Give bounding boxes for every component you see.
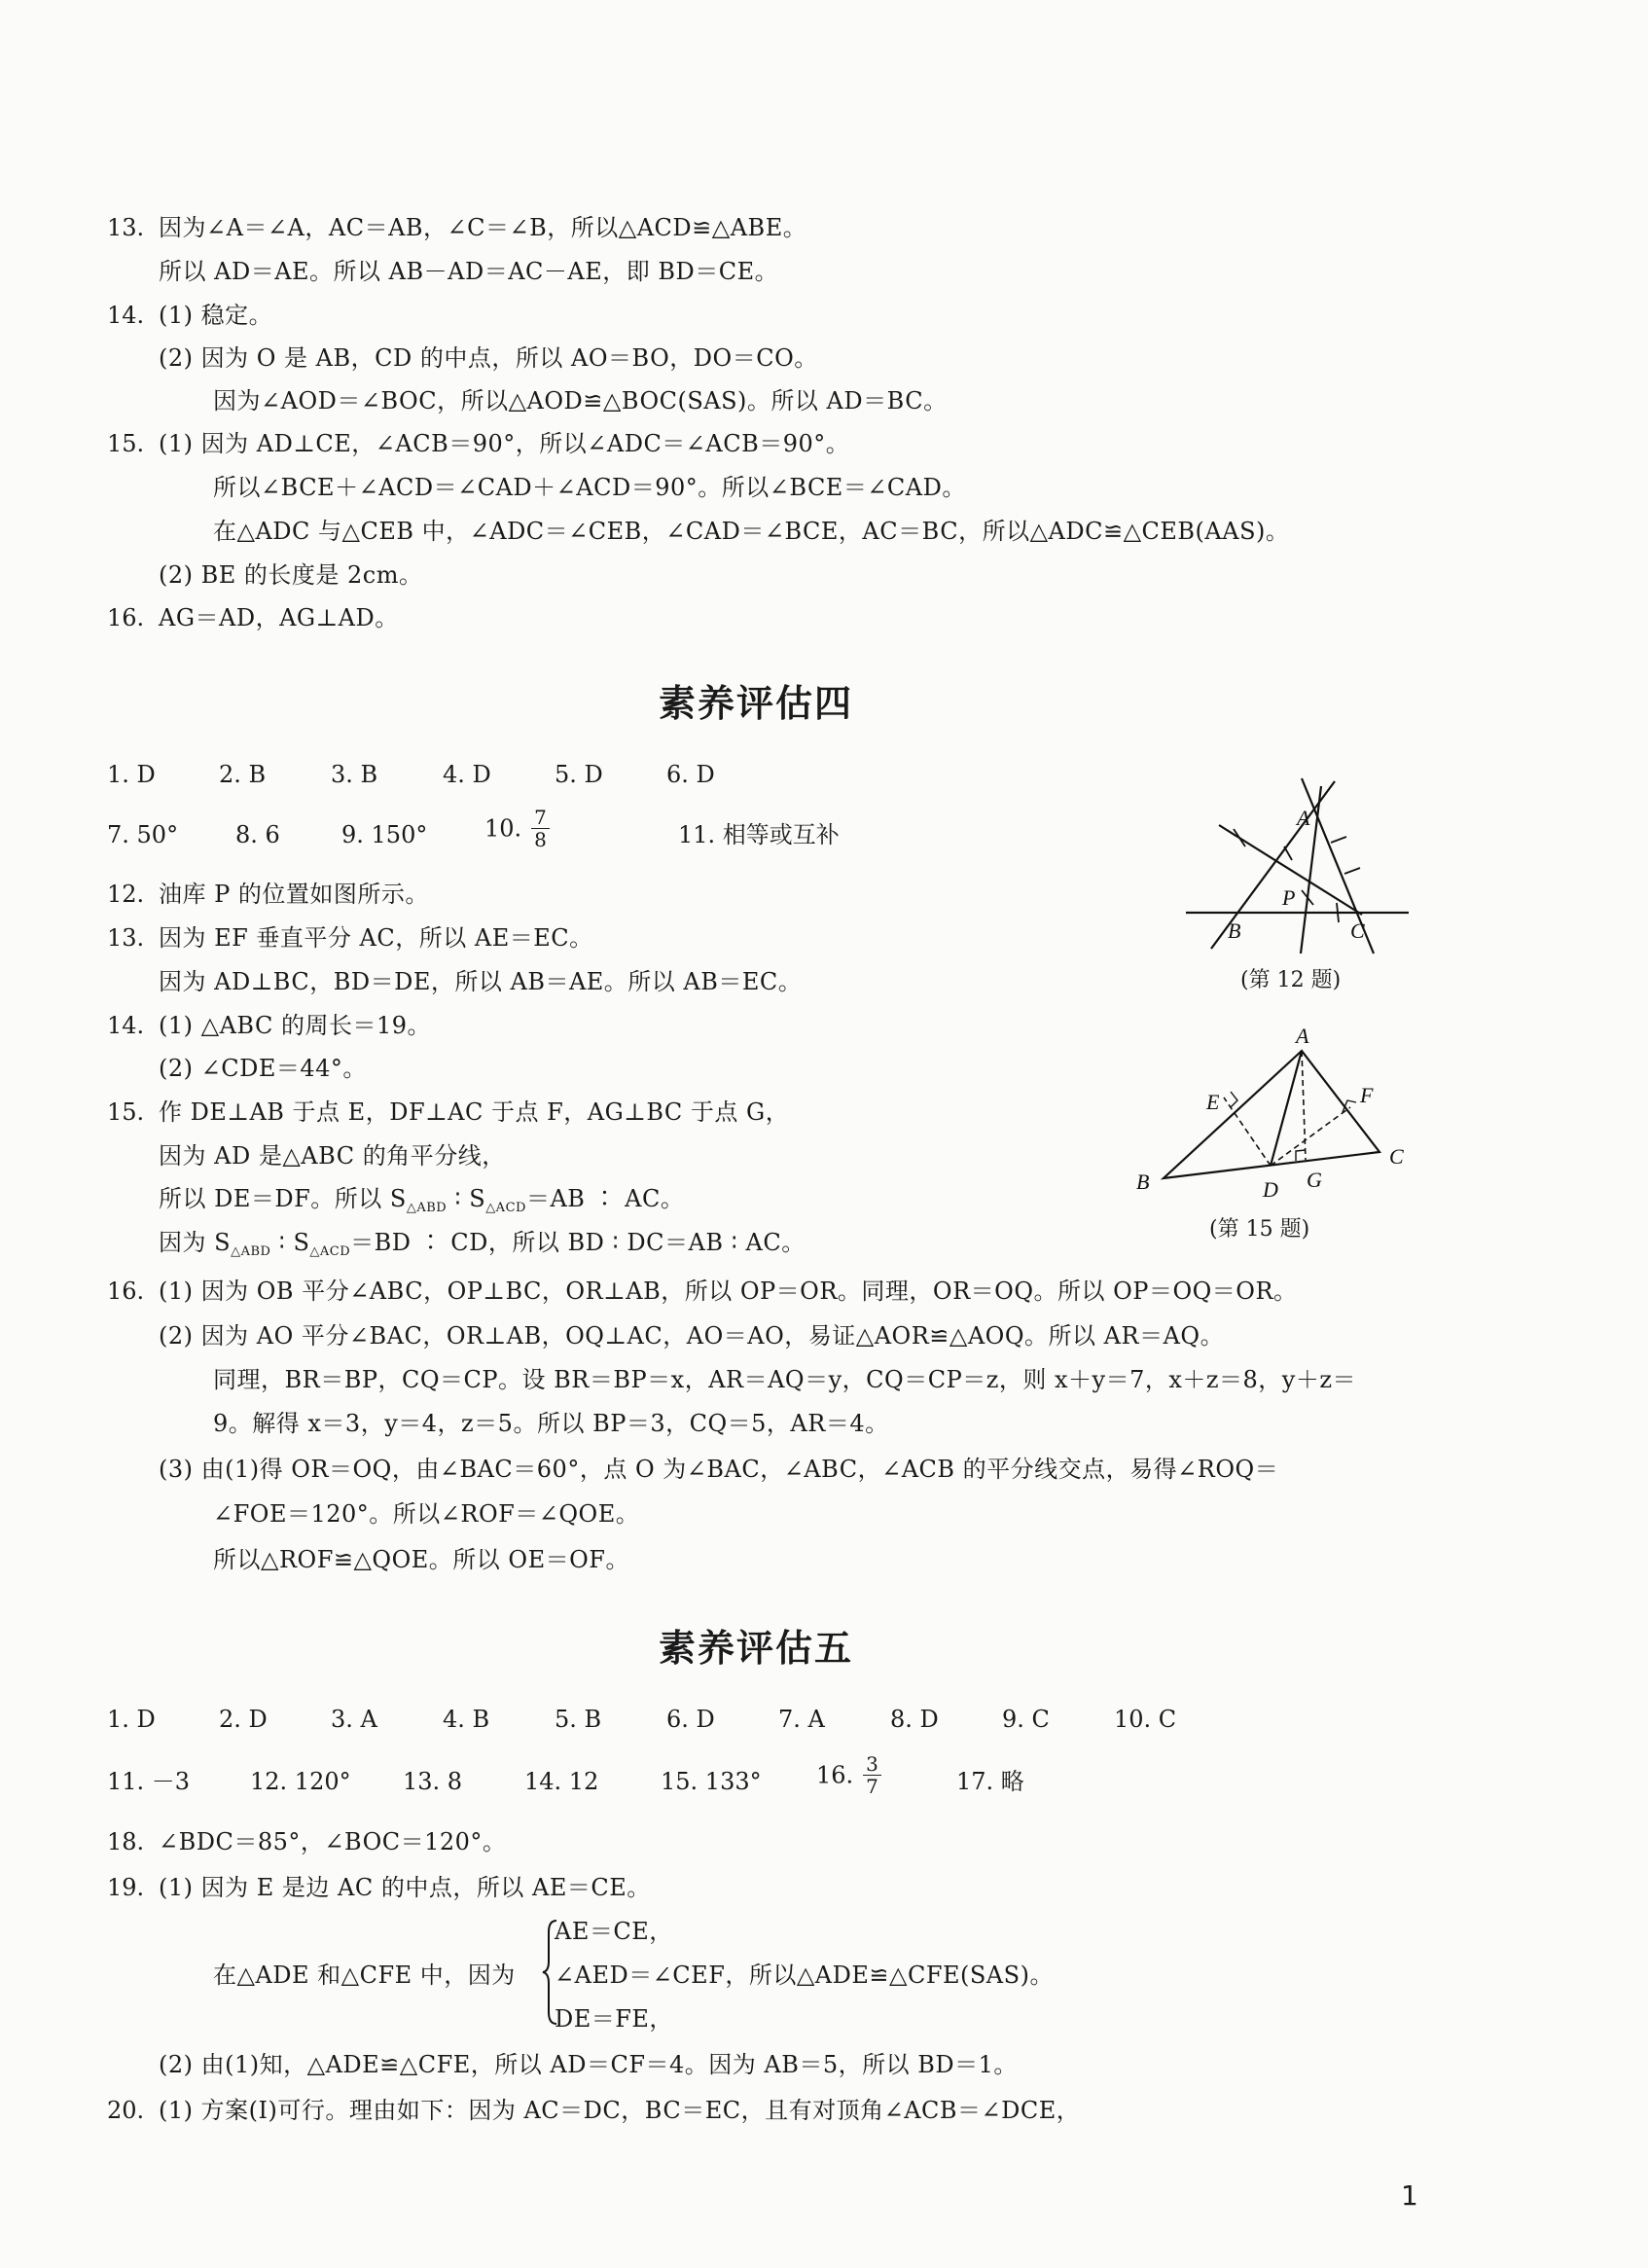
figure-12-caption: (第 12 题) [1240, 968, 1342, 992]
text-segment: ＝BD ∶ CD，所以 BD ∶ DC＝AB ∶ AC。 [350, 1229, 806, 1256]
figure-15-caption: (第 15 题) [1209, 1217, 1310, 1242]
choice-answer: 2. B [219, 761, 267, 788]
answer-line: 在△ADC 与△CEB 中，∠ADC＝∠CEB，∠CAD＝∠BCE，AC＝BC，所以△ADC≌△CEB(AAS)。 [213, 518, 1290, 545]
choice-answer: 2. D [219, 1706, 268, 1733]
page-number: 1 [1401, 2179, 1418, 2212]
answer-line: 因为 AD 是△ABC 的角平分线， [159, 1142, 506, 1170]
choice-answer: 5. D [555, 761, 603, 788]
numerator: 3 [863, 1753, 881, 1776]
choice-answer: 3. B [331, 761, 378, 788]
fraction-answer [816, 1753, 881, 1797]
fill-answer: 11. －3 [107, 1768, 191, 1795]
left-brace [541, 1919, 560, 2026]
choice-answer: 1. D [107, 1706, 156, 1733]
choice-answer: 6. D [666, 1706, 715, 1733]
answer-line-brace-content: ∠AED＝∠CEF，所以△ADE≌△CFE(SAS)。 [555, 1962, 1054, 1989]
question-number: 13. [107, 924, 145, 952]
question-number: 13. [107, 214, 145, 241]
choice-answer: 1. D [107, 761, 156, 788]
label-e: E [1206, 1090, 1220, 1114]
fill-answer: 9. 150° [341, 821, 428, 848]
answer-line [159, 1228, 806, 1267]
answer-line: (1) 稳定。 [159, 302, 273, 329]
choice-answer: 4. B [443, 1706, 490, 1733]
fill-answer: 17. 略 [956, 1768, 1024, 1795]
question-number: 12. [107, 881, 145, 908]
fill-answer: 7. 50° [107, 821, 179, 848]
question-number: 18. [107, 1828, 145, 1855]
text-segment: 因为 S [159, 1229, 232, 1256]
label-a: A [1296, 1024, 1309, 1048]
answer-line: (2) 由(1)知，△ADE≌△CFE，所以 AD＝CF＝4。因为 AB＝5，所以 BD＝1。 [159, 2051, 1018, 2078]
fraction-answer [484, 807, 550, 850]
numerator: 7 [531, 807, 550, 829]
answer-line: (2) 因为 AO 平分∠BAC，OR⊥AB，OQ⊥AC，AO＝AO，易证△AOR≌△AOQ。所以 AR＝AQ。 [159, 1322, 1225, 1350]
figure-12 [1177, 774, 1415, 963]
denominator: 7 [866, 1775, 878, 1798]
subscript: △ABD [231, 1244, 271, 1259]
answer-line: 同理，BR＝BP，CQ＝CP。设 BR＝BP＝x，AR＝AQ＝y，CQ＝CP＝z，则 x＋y＝7，x＋z＝8，y＋z＝ [213, 1366, 1357, 1393]
question-number: 15. [107, 430, 145, 457]
question-number: 14. [107, 302, 145, 329]
label-b: B [1136, 1170, 1150, 1194]
choice-answer: 3. A [331, 1706, 377, 1733]
answer-line: 因为∠A＝∠A，AC＝AB，∠C＝∠B，所以△ACD≌△ABE。 [159, 214, 807, 241]
fraction-label: 10. [484, 814, 522, 843]
answer-line: 所以∠BCE＋∠ACD＝∠CAD＋∠ACD＝90°。所以∠BCE＝∠CAD。 [213, 474, 966, 501]
answer-line: (1) △ABC 的周长＝19。 [159, 1012, 432, 1039]
question-number: 16. [107, 604, 145, 631]
answer-line: (2) ∠CDE＝44°。 [159, 1055, 367, 1082]
choice-answer: 5. B [555, 1706, 602, 1733]
answer-line: (2) 因为 O 是 AB，CD 的中点，所以 AO＝BO，DO＝CO。 [159, 344, 818, 372]
question-number: 20. [107, 2097, 145, 2124]
fill-answer: 12. 120° [250, 1768, 351, 1795]
answer-line: 油库 P 的位置如图所示。 [159, 881, 429, 908]
choice-answer: 4. D [443, 761, 491, 788]
answer-line: 在△ADE 和△CFE 中，因为 [213, 1962, 516, 1989]
fill-answer: 8. 6 [235, 821, 280, 848]
subscript: △ACD [485, 1201, 526, 1215]
question-number: 14. [107, 1012, 145, 1039]
section-title-4: 素养评估四 [658, 682, 853, 725]
answer-line: 所以 AD＝AE。所以 AB－AD＝AC－AE，即 BD＝CE。 [159, 258, 779, 285]
label-a: A [1297, 806, 1310, 830]
answer-line: 9。解得 x＝3，y＝4，z＝5。所以 BP＝3，CQ＝5，AR＝4。 [213, 1410, 889, 1437]
label-c: C [1389, 1144, 1404, 1169]
answer-line: 所以△ROF≌△QOE。所以 OE＝OF。 [213, 1546, 629, 1573]
subscript: △ACD [309, 1244, 351, 1259]
label-g: G [1307, 1168, 1322, 1192]
answer-line: (1) 方案(Ⅰ)可行。理由如下：因为 AC＝DC，BC＝EC，且有对顶角∠ACB＝∠DCE， [159, 2097, 1081, 2124]
label-c: C [1350, 918, 1365, 943]
answer-line: (2) BE 的长度是 2cm。 [159, 561, 423, 589]
label-p: P [1282, 885, 1296, 910]
question-number: 19. [107, 1874, 145, 1901]
answer-line: (1) 因为 OB 平分∠ABC，OP⊥BC，OR⊥AB，所以 OP＝OR。同理，OR＝OQ。所以 OP＝OQ＝OR。 [159, 1278, 1298, 1305]
fraction [531, 807, 550, 850]
fraction-label: 16. [816, 1761, 854, 1789]
answer-line: (1) 因为 E 是边 AC 的中点，所以 AE＝CE。 [159, 1874, 651, 1901]
fill-answer: 14. 12 [524, 1768, 599, 1795]
text-segment: 所以 DE＝DF。所以 S [159, 1185, 407, 1212]
fill-answer: 11. 相等或互补 [678, 821, 840, 848]
choice-answer: 9. C [1002, 1706, 1050, 1733]
segment-ad [1271, 1051, 1302, 1166]
choice-answer: 6. D [666, 761, 715, 788]
section-title-5: 素养评估五 [658, 1627, 853, 1670]
answer-line [159, 1184, 684, 1223]
text-segment: ＝AB ∶ AC。 [525, 1185, 685, 1212]
answer-line: AG＝AD，AG⊥AD。 [159, 604, 399, 631]
question-number: 15. [107, 1098, 145, 1126]
fraction [863, 1753, 881, 1797]
fill-answer: 13. 8 [403, 1768, 463, 1795]
text-segment: ∶ S [270, 1229, 310, 1256]
answer-line: 因为∠AOD＝∠BOC，所以△AOD≌△BOC(SAS)。所以 AD＝BC。 [213, 387, 948, 414]
text-segment: ∶ S [447, 1185, 486, 1212]
answer-line: (1) 因为 AD⊥CE，∠ACB＝90°，所以∠ADC＝∠ACB＝90°。 [159, 430, 850, 457]
answer-line: AE＝CE， [555, 1918, 673, 1945]
subscript: △ABD [406, 1201, 448, 1215]
denominator: 8 [534, 828, 547, 851]
fill-answer: 15. 133° [661, 1768, 762, 1795]
question-number: 16. [107, 1278, 145, 1305]
answer-line: 作 DE⊥AB 于点 E，DF⊥AC 于点 F，AG⊥BC 于点 G， [159, 1098, 790, 1126]
answer-line: ∠BDC＝85°，∠BOC＝120°。 [159, 1828, 507, 1855]
answer-line: 因为 EF 垂直平分 AC，所以 AE＝EC。 [159, 924, 593, 952]
label-f: F [1360, 1083, 1374, 1107]
answer-line: ∠FOE＝120°。所以∠ROF＝∠QOE。 [213, 1500, 640, 1528]
answer-line: (3) 由(1)得 OR＝OQ，由∠BAC＝60°，点 O 为∠BAC，∠ABC，∠ACB 的平分线交点，易得∠ROQ＝ [159, 1456, 1279, 1483]
label-d: D [1263, 1177, 1278, 1202]
answer-line: 因为 AD⊥BC，BD＝DE，所以 AB＝AE。所以 AB＝EC。 [159, 968, 803, 995]
figure-15 [1129, 1017, 1415, 1206]
label-b: B [1228, 918, 1241, 943]
choice-answer: 7. A [778, 1706, 825, 1733]
choice-answer: 8. D [890, 1706, 939, 1733]
answer-line: DE＝FE， [555, 2005, 673, 2033]
choice-answer: 10. C [1114, 1706, 1177, 1733]
